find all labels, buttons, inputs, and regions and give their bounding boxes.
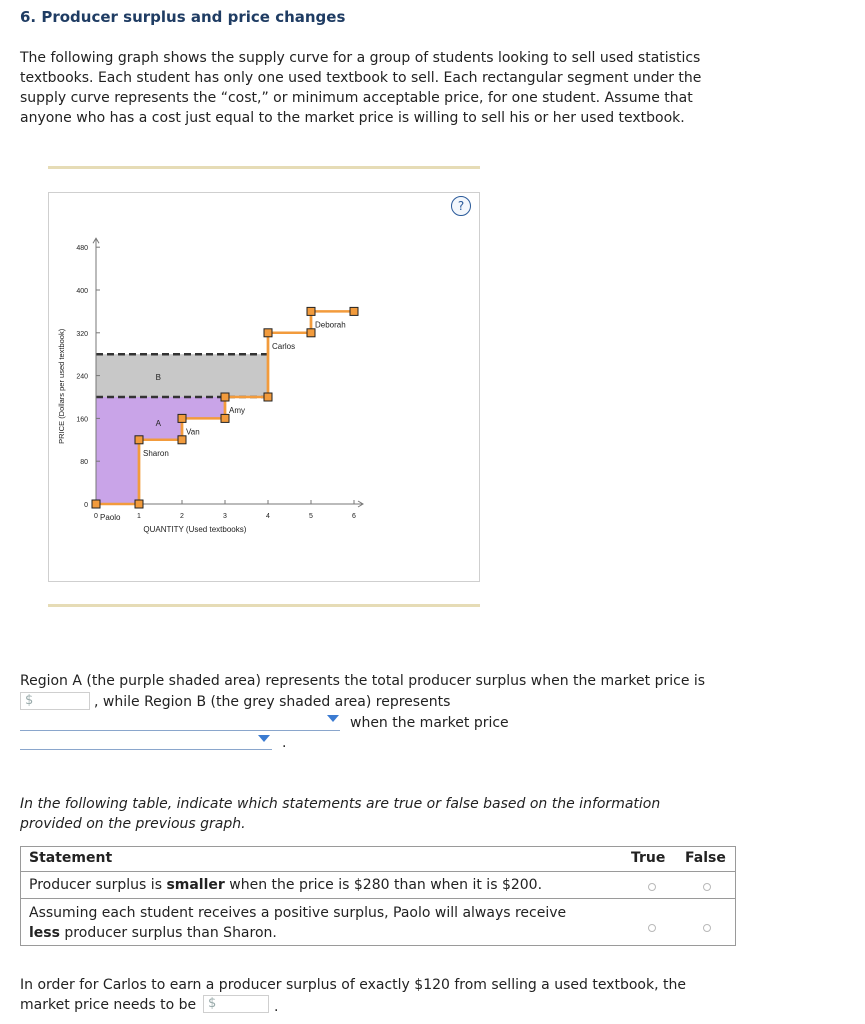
statement-1-part: when the price is $280 than when it is $200. bbox=[224, 877, 543, 893]
y-tick-label: 0 bbox=[84, 502, 88, 509]
statement-2-part: Assuming each student receives a positive surplus, Paolo will always receive bbox=[29, 905, 567, 921]
carlos-price-input[interactable] bbox=[203, 995, 269, 1013]
supply-marker[interactable] bbox=[307, 307, 315, 315]
statement-table bbox=[20, 846, 736, 946]
y-tick-label: 80 bbox=[80, 459, 88, 467]
question3-period: . bbox=[274, 999, 279, 1015]
x-tick-label: 1 bbox=[137, 513, 141, 520]
supply-marker[interactable] bbox=[350, 307, 358, 315]
question1-text-1: Region A (the purple shaded area) represents the total producer surplus when the market price is bbox=[20, 673, 706, 689]
x-tick-label: 6 bbox=[352, 513, 356, 520]
y-tick-label: 400 bbox=[76, 288, 88, 295]
region-a-label: A bbox=[155, 419, 162, 428]
seller-label-paolo: Paolo bbox=[100, 513, 121, 522]
seller-label-deborah: Deborah bbox=[315, 320, 346, 330]
bottom-divider bbox=[48, 604, 480, 607]
supply-marker[interactable] bbox=[135, 436, 143, 444]
header-true: True bbox=[631, 850, 666, 866]
statement-1-false-radio[interactable] bbox=[703, 883, 711, 891]
y-tick-label: 320 bbox=[76, 330, 88, 338]
seller-label-sharon: Sharon bbox=[143, 448, 169, 458]
question-circle-icon[interactable]: ? bbox=[451, 196, 471, 216]
statement-2-emphasis: less bbox=[29, 925, 60, 941]
supply-marker[interactable] bbox=[178, 436, 186, 444]
question1-period: . bbox=[282, 735, 287, 751]
intro-text: The following graph shows the supply curve for a group of students looking to sell used statistics textbooks. Each student has only one used textbook to sell. Each rectangular segment under the supply curve represents the “cost,” or minimum acceptable price, for one student. Assume that anyone who has a cost just equal to the market price is willing to sell his or her used textbook. bbox=[20, 50, 702, 126]
question1-text-2: , while Region B (the grey shaded area) represents bbox=[94, 694, 451, 710]
seller-label-amy: Amy bbox=[229, 406, 245, 415]
x-tick-label: 5 bbox=[309, 513, 313, 520]
currency-symbol: $ bbox=[208, 996, 217, 1011]
price-change-dropdown[interactable] bbox=[20, 731, 272, 750]
y-tick-label: 240 bbox=[76, 373, 88, 381]
supply-marker[interactable] bbox=[307, 329, 315, 337]
region-a-price-input[interactable] bbox=[20, 692, 90, 710]
x-tick-label: 0 bbox=[94, 513, 98, 520]
top-divider bbox=[48, 166, 480, 169]
x-tick-label: 4 bbox=[266, 513, 270, 520]
currency-symbol: $ bbox=[25, 693, 34, 708]
supply-marker[interactable] bbox=[264, 329, 272, 337]
region-b-meaning-dropdown[interactable] bbox=[20, 712, 340, 731]
y-tick-label: 160 bbox=[76, 416, 88, 424]
statement-1-part: Producer surplus is bbox=[29, 877, 167, 893]
statement-1-true-radio[interactable] bbox=[648, 883, 656, 891]
supply-marker[interactable] bbox=[178, 414, 186, 422]
supply-marker[interactable] bbox=[221, 414, 229, 422]
supply-chart bbox=[48, 192, 478, 580]
statement-1-emphasis: smaller bbox=[166, 877, 225, 893]
y-tick-label: 480 bbox=[76, 245, 88, 253]
supply-marker[interactable] bbox=[135, 500, 143, 508]
question1-text-3: when the market price bbox=[350, 715, 509, 731]
region-b-area bbox=[96, 354, 268, 397]
x-tick-label: 3 bbox=[223, 513, 227, 520]
statement-1 bbox=[29, 875, 589, 895]
statement-2-part: producer surplus than Sharon. bbox=[59, 925, 277, 941]
seller-label-van: Van bbox=[186, 427, 200, 437]
y-axis-label: PRICE (Dollars per used textbook) bbox=[57, 328, 66, 444]
table-header-row bbox=[20, 846, 736, 872]
statement-2-true-radio[interactable] bbox=[648, 924, 656, 932]
x-axis-label: QUANTITY (Used textbooks) bbox=[143, 525, 247, 534]
header-false: False bbox=[685, 850, 726, 866]
supply-marker[interactable] bbox=[264, 393, 272, 401]
chevron-down-icon[interactable] bbox=[327, 715, 339, 722]
question3-text: In order for Carlos to earn a producer surplus of exactly $120 from selling a used textbook, the market price needs to be bbox=[20, 977, 686, 1013]
x-tick-label: 2 bbox=[180, 513, 184, 520]
table-row bbox=[20, 899, 736, 946]
statement-2-false-radio[interactable] bbox=[703, 924, 711, 932]
header-statement: Statement bbox=[29, 850, 113, 866]
supply-marker[interactable] bbox=[221, 393, 229, 401]
supply-marker[interactable] bbox=[92, 500, 100, 508]
table-row bbox=[20, 872, 736, 899]
page-title: 6. Producer surplus and price changes bbox=[20, 8, 346, 26]
table-instructions: In the following table, indicate which statements are true or false based on the information provided on the previous graph. bbox=[20, 796, 661, 832]
statement-2 bbox=[29, 903, 589, 943]
seller-label-carlos: Carlos bbox=[272, 341, 296, 351]
chevron-down-icon[interactable] bbox=[258, 735, 270, 742]
region-b-label: B bbox=[155, 373, 162, 383]
